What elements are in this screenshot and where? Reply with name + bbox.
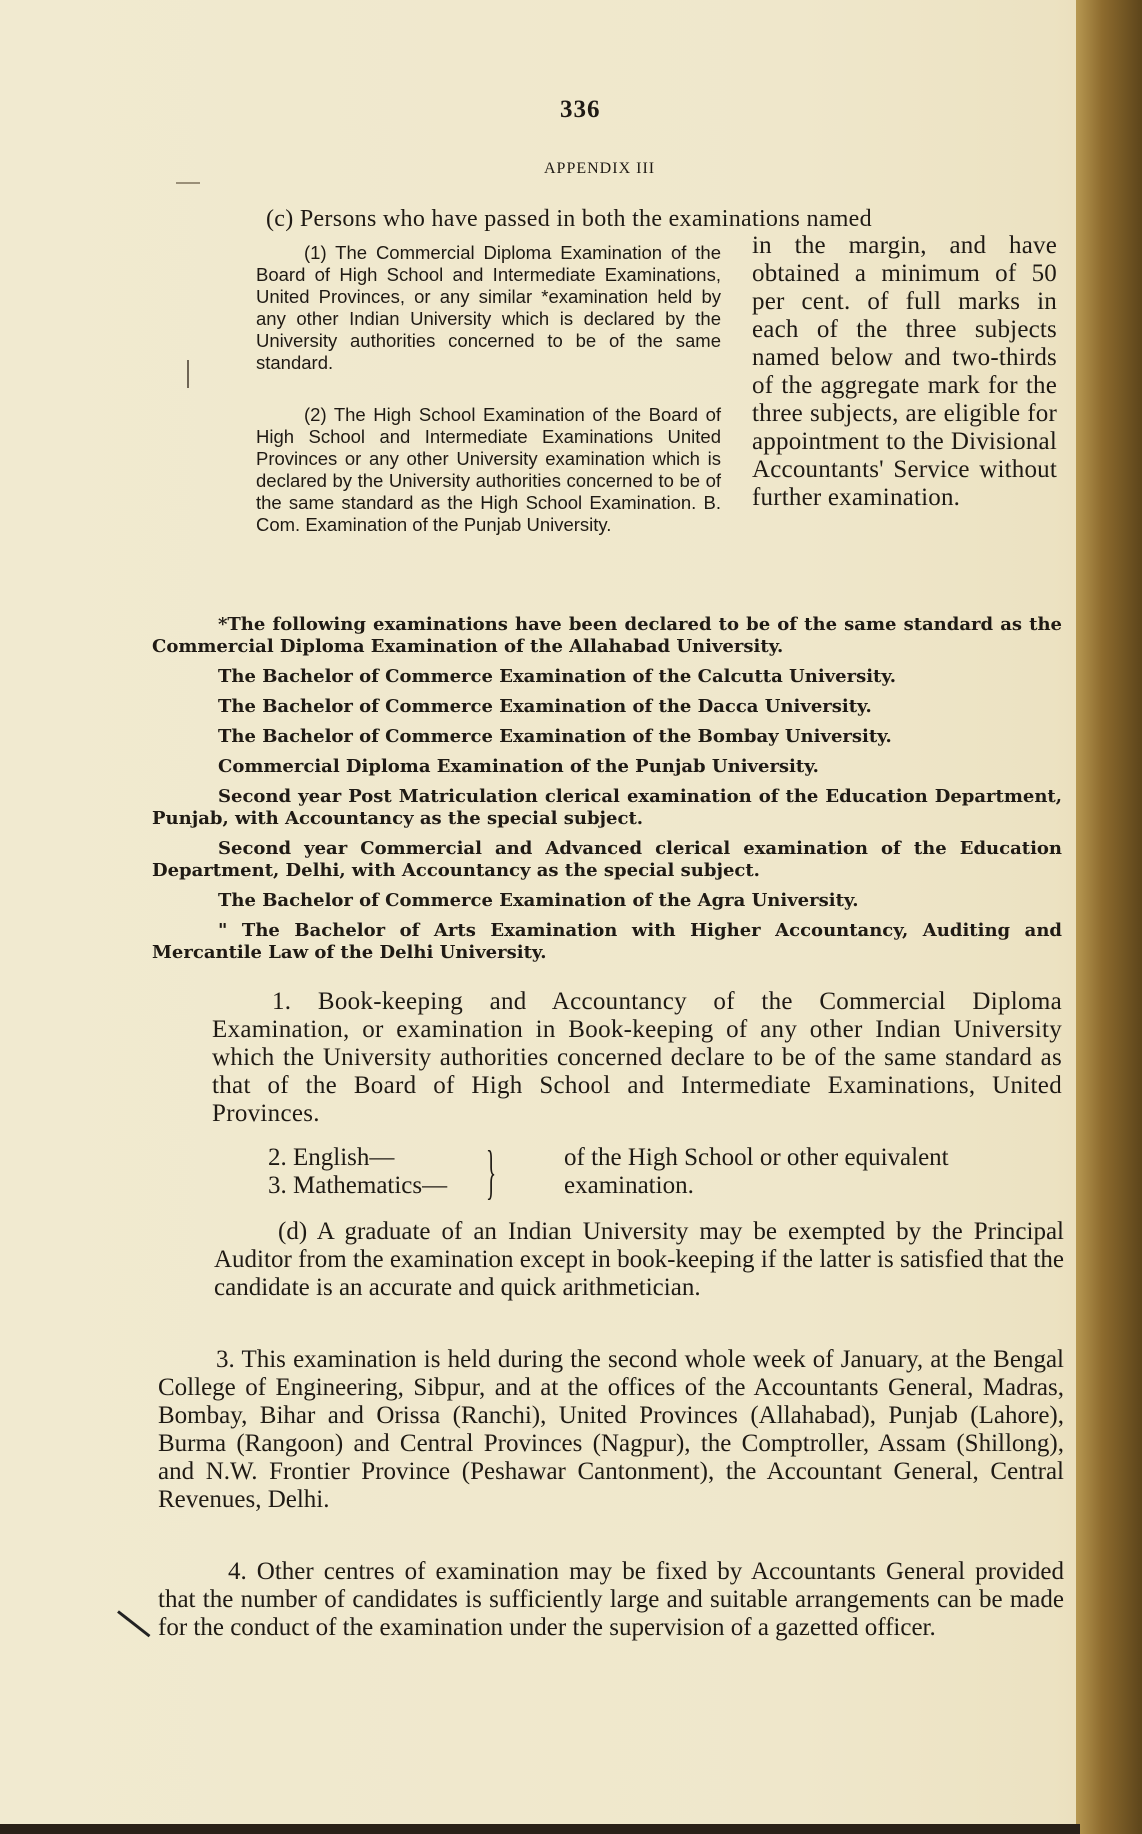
page-number: 336 — [560, 96, 601, 123]
subject-description: of the High School or other equivalent examination. — [564, 1144, 949, 1199]
footnote-item: The Bachelor of Commerce Examination of the Dacca University. — [218, 696, 872, 717]
section-c-intro: (c) Persons who have passed in both the examinations named — [266, 206, 872, 232]
margin-mark — [176, 182, 200, 184]
footnote-intro: *The following examinations have been declared to be of the same standard as the Commercial Diploma Examination of the Allahabad University. — [152, 614, 1062, 657]
footnote-paragraph: " The Bachelor of Arts Examination with Higher Accountancy, Auditing and Mercantile Law of the Delhi University. — [152, 920, 1062, 963]
footnote-item: The Bachelor of Commerce Examination of the Calcutta University. — [218, 666, 897, 687]
margin-column — [256, 242, 721, 536]
section-d — [214, 1218, 1064, 1302]
subject-1 — [212, 988, 1062, 1128]
subject-1-text: 1. Book-keeping and Accountancy of the Commercial Diploma Examination, or examination in Book-keeping of any other Indian University which the University authorities concerned declare to be of the same standard as that of the Board of High School and Intermediate Examinations, United Provinces. — [212, 988, 1062, 1127]
footnote-item: The Bachelor of Commerce Examination of the Bombay University. — [218, 726, 892, 747]
subject-3: 3. Mathematics— — [268, 1172, 448, 1199]
footnote-item: Commercial Diploma Examination of the Punjab University. — [218, 756, 819, 777]
pencil-mark — [117, 1610, 150, 1637]
subject-labels — [268, 1144, 478, 1200]
paragraph-4 — [158, 1558, 1064, 1642]
paragraph-4-text: 4. Other centres of examination may be fixed by Accountants General provided that the number of candidates is sufficiently large and suitable arrangements can be made for the conduct of the examination under the supervision of a gazetted officer. — [158, 1558, 1064, 1641]
paragraph-3 — [158, 1346, 1064, 1514]
section-d-text: (d) A graduate of an Indian University may be exempted by the Principal Auditor from the examination except in book-keeping if the latter is satisfied that the candidate is an accurate and quick arithmetician. — [214, 1218, 1064, 1301]
footnote-paragraph: Second year Commercial and Advanced clerical examination of the Education Department, Delhi, with Accountancy as the special subject. — [152, 838, 1062, 881]
page-edge — [0, 1824, 1080, 1834]
main-column-text: in the margin, and have obtained a minimum of 50 per cent. of full marks in each of the three subjects named below and two-thirds of the aggregate mark for the three subjects, are eligible for appointment to the Divisional Accountants' Service without further examination. — [752, 232, 1057, 511]
page-header: APPENDIX III — [544, 160, 656, 177]
footnote-paragraph: Second year Post Matriculation clerical examination of the Education Department, Punjab, with Accountancy as the special subject. — [152, 786, 1062, 829]
book-spine — [1076, 0, 1142, 1834]
margin-note-2: (2) The High School Examination of the Board of High School and Intermediate Examinations United Provinces or any other University examination which is declared by the University authorities concerned to be of the same standard as the High School Examination. B. Com. Examination of the Punjab University. — [256, 404, 721, 535]
margin-mark — [187, 360, 189, 388]
subject-2: 2. English— — [268, 1144, 395, 1171]
brace-icon: } — [486, 1139, 497, 1205]
margin-note-1: (1) The Commercial Diploma Examination of the Board of High School and Intermediate Examinations, United Provinces, or any similar *examination held by any other Indian University which is declared by the University authorities concerned to be of the same standard. — [256, 242, 721, 373]
paragraph-3-text: 3. This examination is held during the second whole week of January, at the Bengal College of Engineering, Sibpur, and at the offices of the Accountants General, Madras, Bombay, Bihar and Orissa (Ranchi), United Provinces (Allahabad), Punjab (Lahore), Burma (Rangoon) and Central Provinces (Nagpur), the Comptroller, Assam (Shillong), and N.W. Frontier Province (Peshawar Cantonment), the Accountant General, Central Revenues, Delhi. — [158, 1346, 1064, 1513]
footnote-item: The Bachelor of Commerce Examination of the Agra University. — [218, 890, 859, 911]
footnote-block — [152, 614, 1062, 972]
